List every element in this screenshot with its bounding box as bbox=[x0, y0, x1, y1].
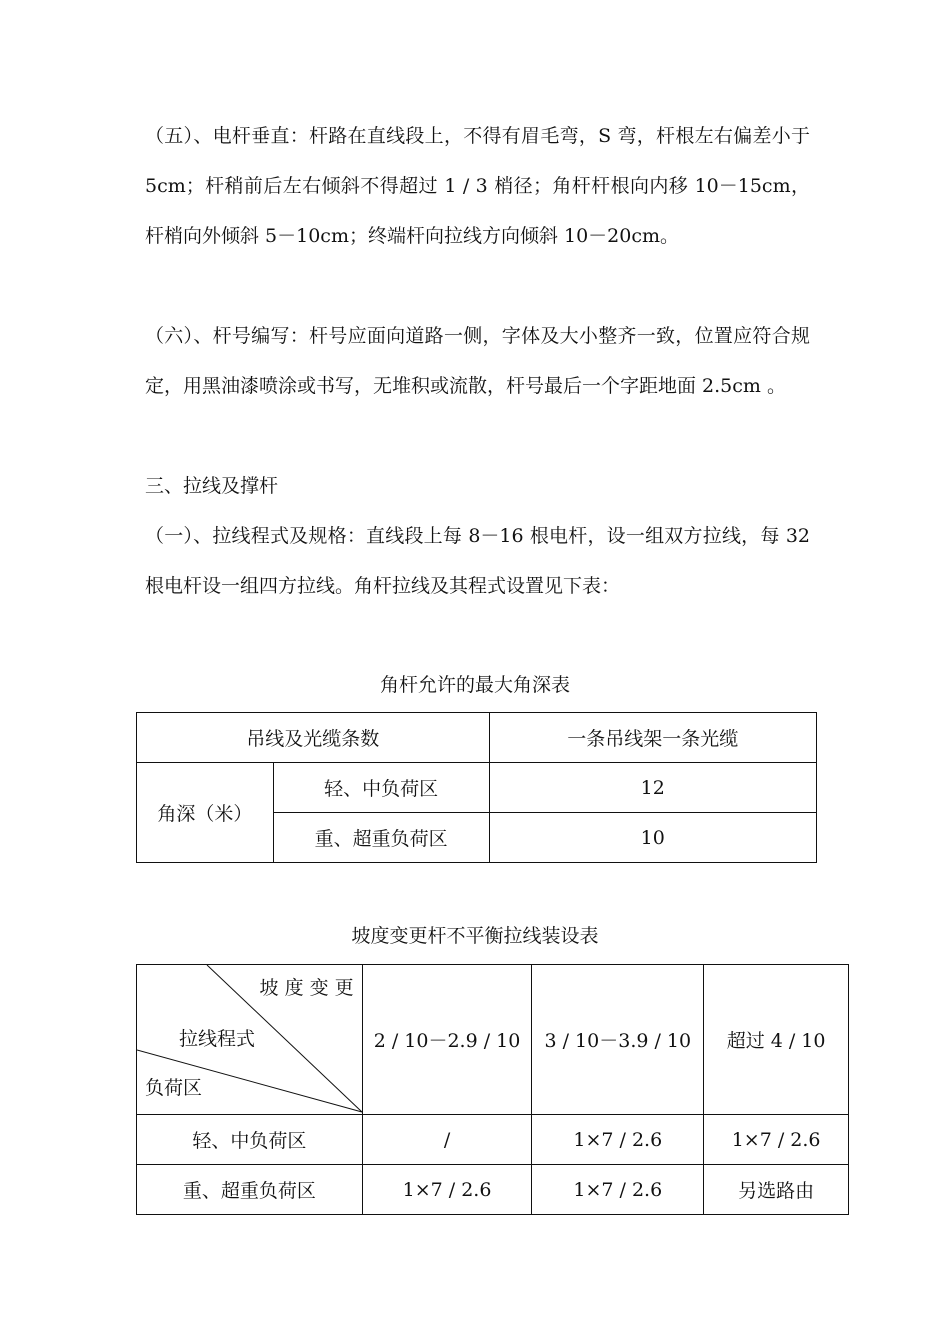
table1-row-label: 重、超重负荷区 bbox=[273, 813, 489, 863]
table2-diagonal-header bbox=[137, 965, 363, 1115]
table2-row-label: 重、超重负荷区 bbox=[137, 1165, 363, 1215]
table1-row-value: 10 bbox=[489, 813, 816, 863]
table2-title: 坡度变更杆不平衡拉线装设表 bbox=[351, 925, 599, 947]
table1-header-right: 一条吊线架一条光缆 bbox=[489, 713, 816, 763]
paragraph-pole-verticality: （五）、电杆垂直：杆路在直线段上，不得有眉毛弯，S 弯，杆根左右偏差小于 5cm；杆稍前后左右倾斜不得超过 1 / 3 梢径；角杆杆根向内移 10－15cm，杆梢向外倾斜 5－10cm；终端杆向拉线方向倾斜 10－20cm。 bbox=[145, 125, 810, 247]
table2-column-header: 2 / 10－2.9 / 10 bbox=[362, 965, 532, 1115]
max-angle-depth-table bbox=[136, 712, 817, 863]
table1-title: 角杆允许的最大角深表 bbox=[379, 674, 570, 696]
section-heading-guy-wires: 三、拉线及撑杆 bbox=[145, 475, 279, 497]
table2-cell: 1×7 / 2.6 bbox=[532, 1165, 704, 1215]
corner-label-slope-change: 坡 度 变 更 bbox=[259, 977, 354, 999]
corner-label-load-zone: 负荷区 bbox=[145, 1077, 203, 1099]
corner-label-guy-type: 拉线程式 bbox=[179, 1028, 256, 1050]
table2-cell: 另选路由 bbox=[704, 1165, 849, 1215]
table2-column-header: 3 / 10－3.9 / 10 bbox=[532, 965, 704, 1115]
paragraph-guy-wire-spec: （一）、拉线程式及规格：直线段上每 8－16 根电杆，设一组双方拉线，每 32 根电杆设一组四方拉线。角杆拉线及其程式设置见下表： bbox=[145, 525, 810, 597]
table1-header-left: 吊线及光缆条数 bbox=[137, 713, 490, 763]
table1-row-label: 轻、中负荷区 bbox=[273, 763, 489, 813]
slope-change-guy-table bbox=[136, 964, 849, 1215]
table2-cell: 1×7 / 2.6 bbox=[704, 1115, 849, 1165]
paragraph-pole-numbering: （六）、杆号编写：杆号应面向道路一侧，字体及大小整齐一致，位置应符合规定，用黑油漆喷涂或书写，无堆积或流散，杆号最后一个字距地面 2.5cm 。 bbox=[145, 325, 810, 397]
table2-row-label: 轻、中负荷区 bbox=[137, 1115, 363, 1165]
table2-cell: 1×7 / 2.6 bbox=[362, 1165, 532, 1215]
table2-cell: / bbox=[362, 1115, 532, 1165]
table1-row-value: 12 bbox=[489, 763, 816, 813]
table2-cell: 1×7 / 2.6 bbox=[532, 1115, 704, 1165]
table1-row-group-label: 角深（米） bbox=[137, 763, 274, 863]
table2-column-header: 超过 4 / 10 bbox=[704, 965, 849, 1115]
